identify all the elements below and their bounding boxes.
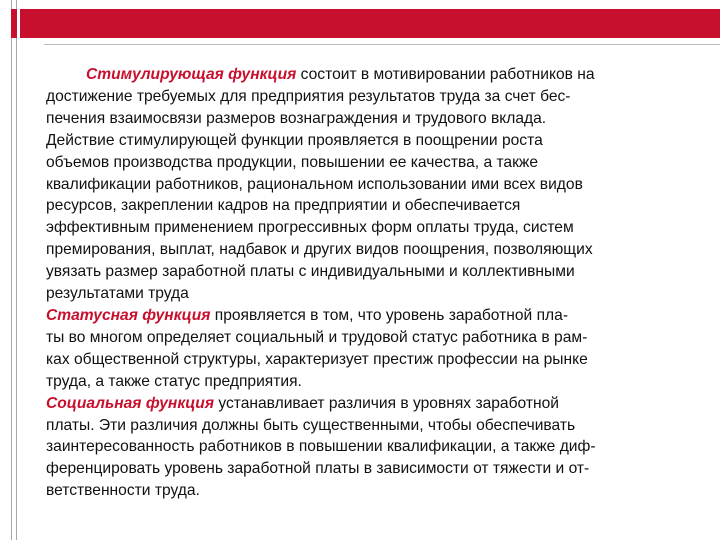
paragraph-line: ветственности труда. [46, 482, 200, 500]
paragraph-line: достижение требуемых для предприятия результатов труда за счет бес- [46, 87, 571, 105]
paragraph-line: платы. Эти различия должны быть существенными, чтобы обеспечивать [46, 416, 576, 434]
paragraph-line: ты во многом определяет социальный и трудовой статус работника в рам- [46, 328, 588, 346]
paragraph-line: премирования, выплат, надбавок и других видов поощрения, позволяющих [46, 241, 593, 259]
paragraph-line: заинтересованность работников в повышении квалификации, а также диф- [46, 438, 596, 456]
paragraph-line: ресурсов, закреплении кадров на предприятии и обеспечивается [46, 197, 521, 215]
header-bar [0, 9, 720, 38]
term-status-function: Статусная функция [46, 306, 211, 324]
header-bar-gap-inner [17, 9, 20, 38]
paragraph-line: печения взаимосвязи размеров вознаграждения и трудового вклада. [46, 109, 547, 127]
paragraph-line: результатами труда [46, 285, 189, 303]
paragraph-status-line-0: Статусная функция проявляется в том, что уровень заработной пла- [46, 306, 569, 324]
term-social-function: Социальная функция [46, 394, 214, 412]
paragraph-line: эффективным применением прогрессивных форм оплаты труда, систем [46, 219, 574, 237]
header-rule [44, 44, 720, 45]
term-stimulating-function: Стимулирующая функция [86, 66, 297, 83]
paragraph-social-line-0: Социальная функция устанавливает различия в уровнях заработной [46, 394, 560, 412]
paragraph-line: увязать размер заработной платы с индивидуальными и коллективными [46, 263, 575, 281]
paragraph-line: объемов производства продукции, повышении ее качества, а также [46, 153, 539, 171]
document-body [46, 64, 688, 502]
paragraph-line: квалификации работников, рациональном использовании ими всех видов [46, 175, 583, 193]
paragraph-stimulating-line-0: Стимулирующая функция состоит в мотивировании работников на [86, 66, 595, 83]
paragraph-line: труда, а также статус предприятия. [46, 372, 302, 390]
paragraph-line: Действие стимулирующей функции проявляется в поощрении роста [46, 131, 543, 149]
paragraph-line: ках общественной структуры, характеризует престиж профессии на рынке [46, 350, 588, 368]
vertical-rule [11, 0, 17, 540]
paragraph-line: ференцировать уровень заработной платы в зависимости от тяжести и от- [46, 460, 590, 478]
header-bar-gap [0, 9, 11, 38]
